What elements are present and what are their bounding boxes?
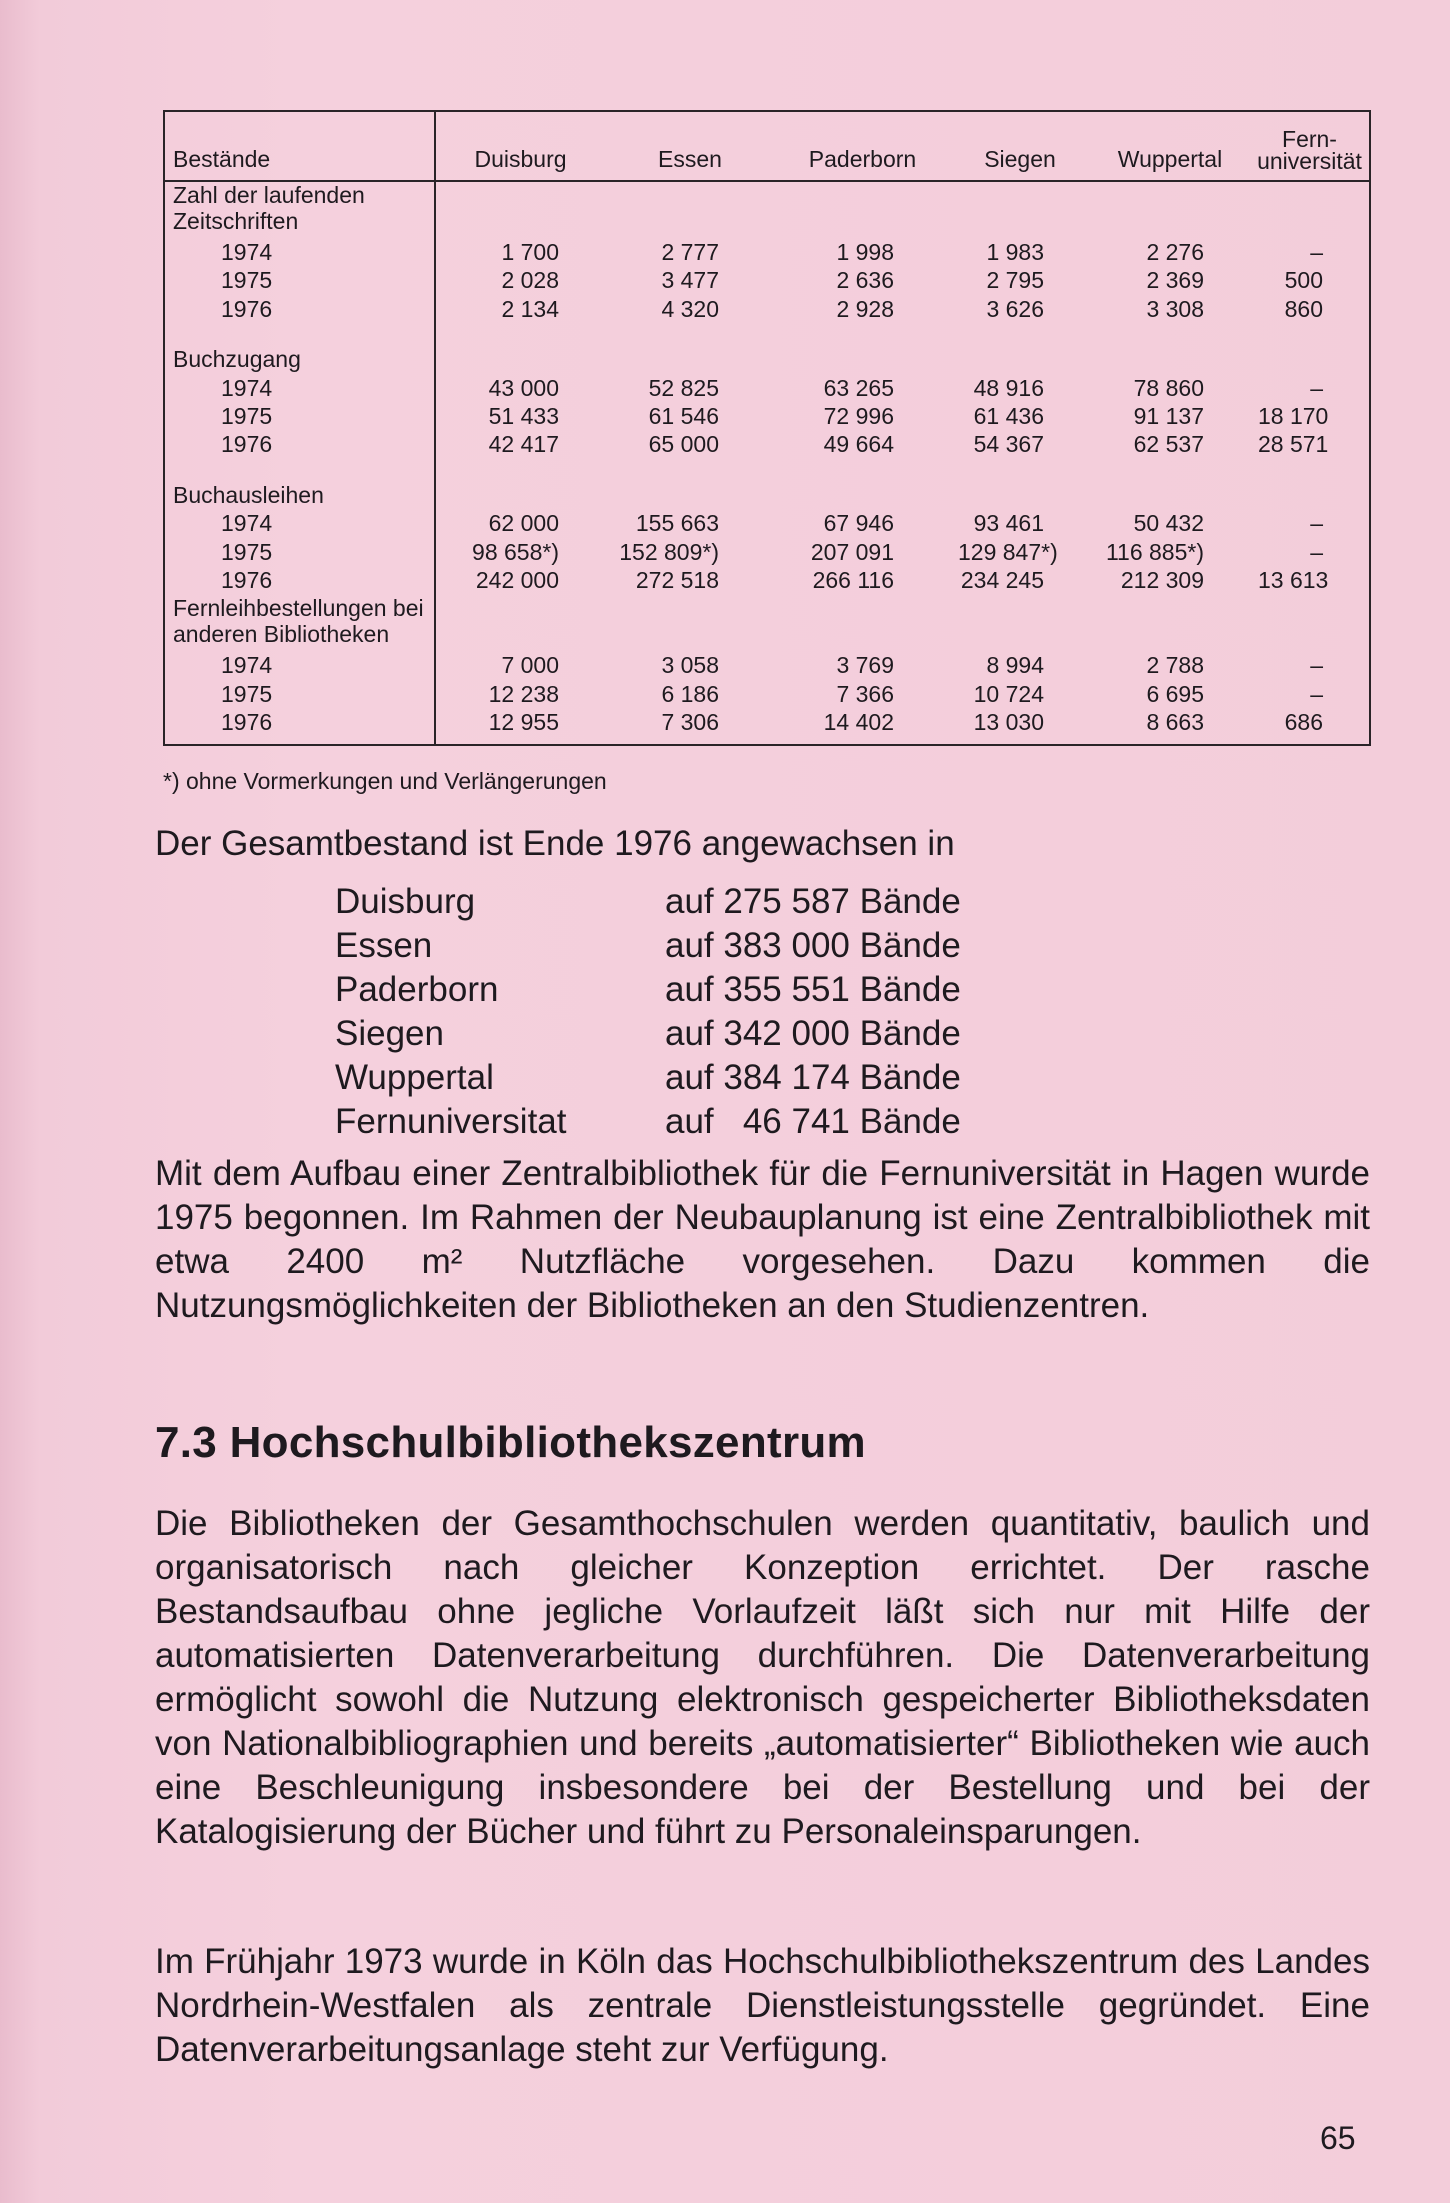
group-label: Fernleihbestellungen bei anderen Bibliotheken bbox=[165, 595, 435, 652]
value-cell: 52 825 bbox=[648, 374, 719, 401]
empty-cell bbox=[605, 482, 775, 510]
value-cell: 98 658*) bbox=[472, 538, 559, 565]
value-cell: 500 bbox=[1284, 267, 1323, 294]
value-cell: 6 695 bbox=[1146, 680, 1204, 707]
value-cell: 42 417 bbox=[488, 431, 559, 458]
value-cell: 12 238 bbox=[488, 680, 559, 707]
city-name: Paderborn bbox=[335, 970, 499, 1009]
table-row bbox=[165, 431, 1369, 459]
empty-cell bbox=[775, 346, 950, 374]
empty-cell bbox=[950, 482, 1090, 510]
value-cell: 78 860 bbox=[1133, 374, 1204, 401]
value-cell: 3 308 bbox=[1146, 295, 1204, 322]
value-cell: 49 664 bbox=[823, 431, 894, 458]
total-row bbox=[335, 1012, 961, 1056]
value-cell: 272 518 bbox=[635, 566, 719, 593]
value-cell: 212 309 bbox=[1120, 566, 1204, 593]
empty-cell bbox=[605, 346, 775, 374]
spacer-cell bbox=[605, 460, 775, 482]
year-cell: 1976 bbox=[165, 709, 435, 744]
table-row bbox=[165, 296, 1369, 324]
value-cell: 2 788 bbox=[1146, 652, 1204, 679]
value-cell: 686 bbox=[1284, 709, 1323, 735]
empty-cell bbox=[1250, 346, 1369, 374]
year-cell: 1975 bbox=[165, 267, 435, 295]
year-cell: 1974 bbox=[165, 652, 435, 680]
total-row bbox=[335, 1100, 961, 1144]
year-cell: 1976 bbox=[165, 431, 435, 459]
group-label-row bbox=[165, 346, 1369, 374]
city-name: Essen bbox=[335, 926, 433, 965]
volume-count: auf 46 741 Bände bbox=[665, 1102, 961, 1141]
value-cell: 2 636 bbox=[836, 267, 894, 294]
value-cell: 72 996 bbox=[823, 402, 894, 429]
value-cell: – bbox=[1310, 238, 1323, 265]
table-row bbox=[165, 239, 1369, 267]
col-header-wuppertal: Wuppertal bbox=[1090, 112, 1250, 181]
empty-cell bbox=[1250, 595, 1369, 652]
page-number: 65 bbox=[1320, 2120, 1356, 2156]
value-cell: 67 946 bbox=[823, 510, 894, 537]
group-label: Buchzugang bbox=[165, 346, 435, 374]
value-cell: 62 537 bbox=[1133, 431, 1204, 458]
statistics-table bbox=[163, 110, 1371, 746]
group-label-row bbox=[165, 482, 1369, 510]
table-row bbox=[165, 403, 1369, 431]
row-header: Bestände bbox=[165, 112, 435, 181]
empty-cell bbox=[950, 346, 1090, 374]
group-spacer bbox=[165, 324, 1369, 346]
value-cell: 8 663 bbox=[1146, 709, 1204, 735]
value-cell: 10 724 bbox=[973, 680, 1044, 707]
spacer-cell bbox=[435, 324, 605, 346]
year-cell: 1975 bbox=[165, 403, 435, 431]
value-cell: 91 137 bbox=[1133, 402, 1204, 429]
spacer-cell bbox=[775, 460, 950, 482]
empty-cell bbox=[605, 181, 775, 239]
spacer-cell bbox=[1090, 324, 1250, 346]
volume-count: auf 275 587 Bände bbox=[665, 882, 961, 921]
value-cell: 7 000 bbox=[501, 652, 559, 679]
value-cell: 2 028 bbox=[501, 267, 559, 294]
value-cell: 155 663 bbox=[635, 510, 719, 537]
empty-cell bbox=[1090, 482, 1250, 510]
total-row bbox=[335, 880, 961, 924]
value-cell: – bbox=[1310, 374, 1323, 401]
value-cell: 50 432 bbox=[1133, 510, 1204, 537]
value-cell: 2 928 bbox=[836, 295, 894, 322]
value-cell: 12 955 bbox=[488, 709, 559, 735]
spacer-cell bbox=[950, 460, 1090, 482]
value-cell: 48 916 bbox=[973, 374, 1044, 401]
value-cell: 93 461 bbox=[973, 510, 1044, 537]
value-cell: 3 626 bbox=[986, 295, 1044, 322]
value-cell: 2 777 bbox=[661, 238, 719, 265]
value-cell: 63 265 bbox=[823, 374, 894, 401]
table-row bbox=[165, 709, 1369, 744]
year-cell: 1974 bbox=[165, 239, 435, 267]
value-cell: 13 030 bbox=[973, 709, 1044, 735]
table-row bbox=[165, 510, 1369, 538]
value-cell: 242 000 bbox=[475, 566, 559, 593]
city-name: Fernuniversitat bbox=[335, 1102, 567, 1141]
value-cell: 129 847*) bbox=[958, 538, 1058, 565]
total-row bbox=[335, 924, 961, 968]
paragraph-hbz: Im Frühjahr 1973 wurde in Köln das Hochschulbibliothekszentrum des Landes Nordrhein-Westfalen als zentrale Dienstleistungsstelle gegründet. Eine Datenverarbeitungsanlage steht zur Verfügung. bbox=[155, 1942, 1370, 2069]
city-name: Duisburg bbox=[335, 882, 476, 921]
year-cell: 1976 bbox=[165, 296, 435, 324]
value-cell: 207 091 bbox=[810, 538, 894, 565]
spacer-cell bbox=[165, 324, 435, 346]
table-row bbox=[165, 539, 1369, 567]
value-cell: 1 983 bbox=[986, 238, 1044, 265]
value-cell: 61 436 bbox=[973, 402, 1044, 429]
spacer-cell bbox=[1250, 460, 1369, 482]
value-cell: 1 700 bbox=[501, 238, 559, 265]
year-cell: 1975 bbox=[165, 539, 435, 567]
empty-cell bbox=[1090, 181, 1250, 239]
value-cell: – bbox=[1310, 538, 1323, 565]
group-spacer bbox=[165, 460, 1369, 482]
value-cell: – bbox=[1310, 652, 1323, 679]
totals-list bbox=[335, 880, 961, 1144]
group-label: Zahl der laufenden Zeitschriften bbox=[165, 181, 435, 239]
spacer-cell bbox=[1250, 324, 1369, 346]
year-cell: 1975 bbox=[165, 681, 435, 709]
col-header-essen: Essen bbox=[605, 112, 775, 181]
table-row bbox=[165, 267, 1369, 295]
empty-cell bbox=[605, 595, 775, 652]
table-row bbox=[165, 375, 1369, 403]
value-cell: 2 369 bbox=[1146, 267, 1204, 294]
value-cell: 116 885*) bbox=[1105, 538, 1204, 565]
value-cell: 860 bbox=[1284, 295, 1323, 322]
empty-cell bbox=[435, 346, 605, 374]
value-cell: – bbox=[1310, 510, 1323, 537]
total-row bbox=[335, 968, 961, 1012]
value-cell: 234 245 bbox=[960, 566, 1044, 593]
spacer-cell bbox=[165, 460, 435, 482]
value-cell: 7 306 bbox=[661, 709, 719, 735]
group-label: Buchausleihen bbox=[165, 482, 435, 510]
empty-cell bbox=[435, 482, 605, 510]
table-row bbox=[165, 681, 1369, 709]
volume-count: auf 383 000 Bände bbox=[665, 926, 961, 965]
city-name: Siegen bbox=[335, 1014, 444, 1053]
value-cell: 8 994 bbox=[986, 652, 1044, 679]
spacer-cell bbox=[435, 460, 605, 482]
year-cell: 1974 bbox=[165, 375, 435, 403]
holdings-table bbox=[165, 112, 1369, 744]
value-cell: 152 809*) bbox=[619, 538, 719, 565]
col-header-fernuniversitat: Fern- universität bbox=[1250, 112, 1369, 181]
empty-cell bbox=[1250, 482, 1369, 510]
value-cell: 28 571 bbox=[1258, 431, 1329, 458]
spacer-cell bbox=[605, 324, 775, 346]
value-cell: 3 477 bbox=[661, 267, 719, 294]
col-header-paderborn: Paderborn bbox=[775, 112, 950, 181]
section-heading: 7.3 Hochschulbibliothekszentrum bbox=[155, 1418, 866, 1467]
table-row bbox=[165, 652, 1369, 680]
volume-count: auf 355 551 Bände bbox=[665, 970, 961, 1009]
city-name: Wuppertal bbox=[335, 1058, 494, 1097]
value-cell: – bbox=[1310, 680, 1323, 707]
col-header-duisburg: Duisburg bbox=[435, 112, 605, 181]
paragraph-fernuniversitat: Mit dem Aufbau einer Zentralbibliothek für die Fernuniversität in Hagen wurde 1975 begonnen. Im Rahmen der Neubauplanung ist eine Zentralbibliothek mit etwa 2400 m² Nutzfläche vorgesehen. Dazu kommen die Nutzungsmöglichkeiten der Bibliotheken an den Studienzentren. bbox=[155, 1154, 1370, 1325]
empty-cell bbox=[435, 181, 605, 239]
volume-count: auf 342 000 Bände bbox=[665, 1014, 961, 1053]
value-cell: 1 998 bbox=[836, 238, 894, 265]
value-cell: 2 795 bbox=[986, 267, 1044, 294]
year-cell: 1976 bbox=[165, 567, 435, 595]
empty-cell bbox=[950, 595, 1090, 652]
value-cell: 3 769 bbox=[836, 652, 894, 679]
empty-cell bbox=[775, 181, 950, 239]
intro-text: Der Gesamtbestand ist Ende 1976 angewachsen in bbox=[155, 824, 955, 863]
table-row bbox=[165, 567, 1369, 595]
year-cell: 1974 bbox=[165, 510, 435, 538]
value-cell: 266 116 bbox=[812, 566, 894, 593]
group-label-row bbox=[165, 595, 1369, 652]
value-cell: 2 276 bbox=[1146, 238, 1204, 265]
value-cell: 65 000 bbox=[648, 431, 719, 458]
paragraph-gesamthochschulen: Die Bibliotheken der Gesamthochschulen werden quantitativ, baulich und organisatorisch nach gleicher Konzeption errichtet. Der rasche Bestandsaufbau ohne jegliche Vorlaufzeit läßt sich nur mit Hilfe der automatisierten Datenverarbeitung durchführen. Die Datenverarbeitung ermöglicht sowohl die Nutzung elektronisch gespeicherter Bibliotheksdaten von Nationalbibliographien und bereits „automatisierter“ Bibliotheken wie auch eine Beschleunigung insbesondere bei der Bestellung und bei der Katalogisierung der Bücher und führt zu Personaleinsparungen. bbox=[155, 1504, 1370, 1851]
empty-cell bbox=[1250, 181, 1369, 239]
value-cell: 43 000 bbox=[488, 374, 559, 401]
value-cell: 4 320 bbox=[661, 295, 719, 322]
spacer-cell bbox=[775, 324, 950, 346]
empty-cell bbox=[1090, 346, 1250, 374]
empty-cell bbox=[775, 595, 950, 652]
col-header-siegen: Siegen bbox=[950, 112, 1090, 181]
value-cell: 7 366 bbox=[836, 680, 894, 707]
total-row bbox=[335, 1056, 961, 1100]
value-cell: 14 402 bbox=[823, 709, 894, 735]
empty-cell bbox=[950, 181, 1090, 239]
empty-cell bbox=[775, 482, 950, 510]
value-cell: 51 433 bbox=[488, 402, 559, 429]
value-cell: 13 613 bbox=[1258, 566, 1329, 593]
group-label-row bbox=[165, 181, 1369, 239]
value-cell: 2 134 bbox=[501, 295, 559, 322]
table-footnote: *) ohne Vormerkungen und Verlängerungen bbox=[163, 768, 607, 794]
spacer-cell bbox=[950, 324, 1090, 346]
empty-cell bbox=[1090, 595, 1250, 652]
value-cell: 61 546 bbox=[648, 402, 719, 429]
value-cell: 62 000 bbox=[488, 510, 559, 537]
volume-count: auf 384 174 Bände bbox=[665, 1058, 961, 1097]
spacer-cell bbox=[1090, 460, 1250, 482]
value-cell: 3 058 bbox=[661, 652, 719, 679]
value-cell: 18 170 bbox=[1258, 402, 1329, 429]
empty-cell bbox=[435, 595, 605, 652]
value-cell: 54 367 bbox=[973, 431, 1044, 458]
value-cell: 6 186 bbox=[661, 680, 719, 707]
